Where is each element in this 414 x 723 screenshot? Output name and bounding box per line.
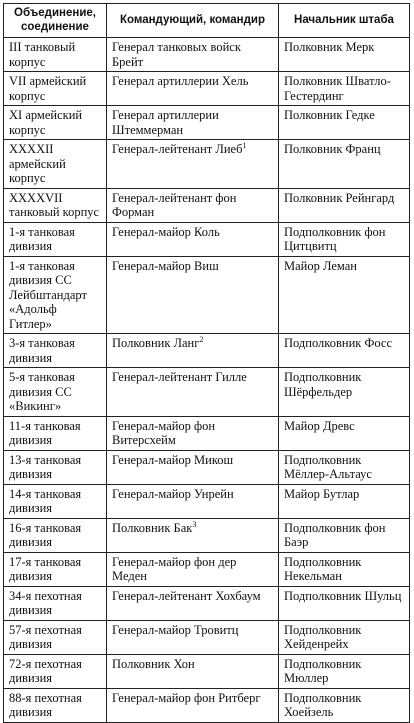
header-commander: Командующий, командир <box>107 4 279 38</box>
unit-cell: XXXXVII танковый корпус <box>4 188 107 222</box>
unit-cell: 72-я пехотная дивизия <box>4 654 107 688</box>
commander-name: Генерал-майор Тровитц <box>112 622 239 637</box>
chief-of-staff-cell: Полковник Шватло-Гестердинг <box>279 72 410 106</box>
commander-cell <box>107 416 279 450</box>
table-row <box>4 106 410 140</box>
commander-cell <box>107 450 279 484</box>
table-row <box>4 620 410 654</box>
table-row <box>4 654 410 688</box>
header-chief-of-staff: Начальник штаба <box>279 4 410 38</box>
unit-cell: 11-я танковая дивизия <box>4 416 107 450</box>
chief-of-staff-cell: Майор Леман <box>279 256 410 334</box>
chief-of-staff-cell: Полковник Франц <box>279 140 410 189</box>
chief-of-staff-cell: Полковник Гедке <box>279 106 410 140</box>
unit-cell: 17-я танковая дивизия <box>4 552 107 586</box>
table-header <box>4 4 410 38</box>
commander-cell <box>107 38 279 72</box>
commander-cell <box>107 484 279 518</box>
commander-cell <box>107 518 279 552</box>
footnote-marker: 2 <box>199 334 204 344</box>
unit-cell: XXXXII армейский корпус <box>4 140 107 189</box>
commander-cell <box>107 586 279 620</box>
unit-cell: 57-я пехотная дивизия <box>4 620 107 654</box>
unit-cell: 88-я пехотная дивизия <box>4 688 107 722</box>
table-body <box>4 38 410 723</box>
unit-cell: 5-я танковая дивизия СС «Викинг» <box>4 368 107 417</box>
table-row <box>4 256 410 334</box>
chief-of-staff-cell: Подполковник Мюллер <box>279 654 410 688</box>
chief-of-staff-cell: Подполковник Мёллер-Альтаус <box>279 450 410 484</box>
commander-cell <box>107 334 279 368</box>
table-row <box>4 484 410 518</box>
commander-name: Генерал-майор фон Ритберг <box>112 690 261 705</box>
chief-of-staff-cell: Подполковник Хейденрейх <box>279 620 410 654</box>
commander-name: Генерал-майор Микош <box>112 452 234 467</box>
commander-cell <box>107 222 279 256</box>
table-row <box>4 334 410 368</box>
chief-of-staff-cell: Подполковник Некельман <box>279 552 410 586</box>
table-row <box>4 552 410 586</box>
table-row <box>4 586 410 620</box>
footnote-marker: 3 <box>192 519 197 529</box>
chief-of-staff-cell: Подполковник Шёрфельдер <box>279 368 410 417</box>
commander-cell <box>107 188 279 222</box>
table-row <box>4 450 410 484</box>
commander-cell <box>107 106 279 140</box>
chief-of-staff-cell: Подполковник фон Цитцвитц <box>279 222 410 256</box>
unit-cell: 1-я танковая дивизия <box>4 222 107 256</box>
commander-cell <box>107 140 279 189</box>
table-row <box>4 72 410 106</box>
commander-cell <box>107 256 279 334</box>
unit-cell: 16-я танковая дивизия <box>4 518 107 552</box>
unit-cell: 1-я танковая дивизия СС Лейбштандарт «Адольф Гитлер» <box>4 256 107 334</box>
table-row <box>4 368 410 417</box>
commander-name: Полковник Бак <box>112 520 193 535</box>
table-row <box>4 188 410 222</box>
footnote-marker: 1 <box>242 140 247 150</box>
chief-of-staff-cell: Подполковник Шульц <box>279 586 410 620</box>
unit-cell: 13-я танковая дивизия <box>4 450 107 484</box>
table-row <box>4 688 410 722</box>
commander-cell <box>107 72 279 106</box>
commander-cell <box>107 368 279 417</box>
commander-name: Генерал-майор Виш <box>112 258 219 273</box>
commander-name: Генерал-лейтенант Лиеб <box>112 142 243 156</box>
table-row <box>4 518 410 552</box>
commander-name: Генерал-лейтенант Хохбаум <box>112 588 261 603</box>
commander-name: Полковник Хон <box>112 656 195 671</box>
unit-cell: 3-я танковая дивизия <box>4 334 107 368</box>
table-row <box>4 416 410 450</box>
commander-name: Генерал артиллерии Хель <box>112 74 249 88</box>
chief-of-staff-cell: Полковник Рейнгард <box>279 188 410 222</box>
chief-of-staff-cell: Подполковник Хоейзель <box>279 688 410 722</box>
table-row <box>4 38 410 72</box>
commander-name: Полковник Ланг <box>112 336 200 350</box>
header-row <box>4 4 410 38</box>
commander-name: Генерал-майор фон Витерсхейм <box>112 418 216 447</box>
commander-name: Генерал-майор Унрейн <box>112 486 234 501</box>
commander-cell <box>107 620 279 654</box>
table-row <box>4 222 410 256</box>
commander-name: Генерал артиллерии Штеммерман <box>112 108 219 137</box>
chief-of-staff-cell: Подполковник фон Баэр <box>279 518 410 552</box>
commander-name: Генерал-лейтенант фон Форман <box>112 190 237 219</box>
chief-of-staff-cell: Майор Древс <box>279 416 410 450</box>
command-table <box>3 3 410 723</box>
chief-of-staff-cell: Майор Бутлар <box>279 484 410 518</box>
commander-cell <box>107 552 279 586</box>
chief-of-staff-cell: Полковник Мерк <box>279 38 410 72</box>
commander-cell <box>107 654 279 688</box>
commander-name: Генерал-лейтенант Гилле <box>112 370 247 384</box>
table-row <box>4 140 410 189</box>
unit-cell: XI армейский корпус <box>4 106 107 140</box>
commander-name: Генерал танковых войск Брейт <box>112 40 241 69</box>
unit-cell: III танковый корпус <box>4 38 107 72</box>
chief-of-staff-cell: Подполковник Фосс <box>279 334 410 368</box>
commander-name: Генерал-майор фон дер Меден <box>112 554 237 583</box>
unit-cell: 14-я танковая дивизия <box>4 484 107 518</box>
commander-name: Генерал-майор Коль <box>112 224 220 239</box>
unit-cell: VII армейский корпус <box>4 72 107 106</box>
header-unit: Объединение, соединение <box>4 4 107 38</box>
commander-cell <box>107 688 279 722</box>
unit-cell: 34-я пехотная дивизия <box>4 586 107 620</box>
